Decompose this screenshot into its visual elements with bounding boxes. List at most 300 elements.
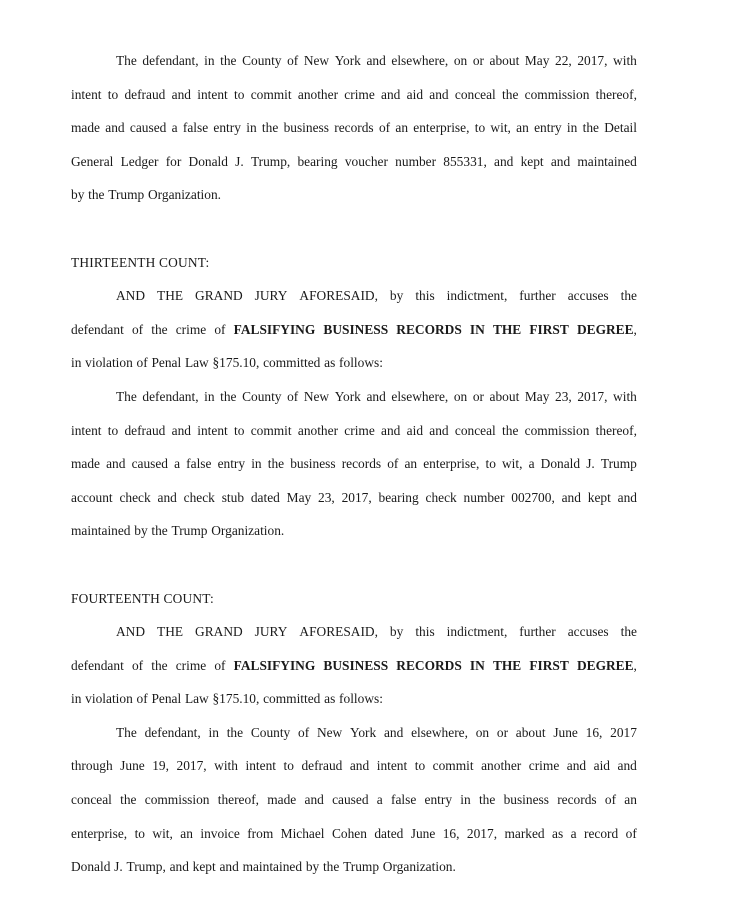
- word: 002700,: [511, 489, 555, 505]
- paragraph-p3: [71, 380, 637, 548]
- text-line: [71, 178, 637, 212]
- word: wit,: [490, 120, 511, 136]
- heading-thirteenth-count: THIRTEENTH COUNT:: [71, 254, 210, 270]
- word: commit: [250, 86, 292, 102]
- word: Ledger: [120, 153, 159, 169]
- word: a: [528, 456, 535, 472]
- paragraph-p4: [71, 615, 637, 716]
- word: to: [474, 120, 486, 136]
- word: June: [120, 758, 145, 774]
- text-line: [71, 481, 637, 515]
- word: York: [334, 388, 361, 404]
- word: entry: [213, 120, 241, 136]
- word: the: [502, 86, 519, 102]
- word: business: [283, 120, 329, 136]
- word: and: [566, 758, 587, 774]
- word: caused: [129, 120, 167, 136]
- word: York: [350, 724, 377, 740]
- word: crime: [344, 422, 375, 438]
- text-line: [71, 414, 637, 448]
- word: to: [107, 86, 119, 102]
- word: AFORESAID,: [299, 288, 378, 304]
- bold-word: FIRST: [529, 657, 569, 673]
- word: The: [116, 388, 137, 404]
- word: the: [120, 792, 137, 808]
- word: thereof,: [595, 422, 637, 438]
- word: Michael: [280, 825, 325, 841]
- word: to: [234, 422, 245, 438]
- word: record: [584, 825, 619, 841]
- word: in: [204, 388, 215, 404]
- word: the: [220, 53, 237, 68]
- word: maintained: [242, 859, 303, 875]
- word: of: [625, 825, 637, 841]
- word: the: [267, 456, 285, 472]
- bold-word: DEGREE,: [576, 321, 637, 337]
- word: of: [287, 388, 299, 404]
- bold-word: RECORDS: [396, 321, 462, 337]
- word: intent: [197, 422, 228, 438]
- word: 16,: [585, 724, 603, 740]
- word: and: [366, 53, 386, 68]
- word: number: [395, 153, 437, 169]
- word: Organization.: [147, 187, 221, 203]
- word: in: [208, 724, 219, 740]
- word: Trump: [108, 187, 145, 203]
- word: invoice: [200, 825, 240, 841]
- word: and: [169, 859, 189, 875]
- bold-word: BUSINESS: [323, 657, 389, 673]
- word: County: [242, 388, 282, 404]
- word: JURY: [254, 624, 288, 640]
- word: an: [180, 825, 193, 841]
- word: conceal: [454, 422, 496, 438]
- bold-word: IN: [469, 321, 485, 337]
- word: the: [151, 657, 168, 673]
- word: entry: [424, 792, 453, 808]
- word: as: [324, 355, 336, 371]
- word: check: [119, 489, 151, 505]
- bold-word: DEGREE,: [576, 657, 637, 673]
- word: false: [182, 120, 209, 136]
- word: further: [519, 288, 556, 304]
- word: and: [383, 724, 404, 740]
- word: or: [472, 53, 484, 68]
- word: by: [389, 288, 404, 304]
- word: bearing: [297, 153, 338, 169]
- word: 2017,: [577, 53, 608, 68]
- word: New: [303, 53, 330, 68]
- word: J.: [586, 456, 595, 472]
- word: violation: [85, 355, 133, 371]
- word: made: [71, 456, 100, 472]
- word: from: [247, 825, 274, 841]
- word: a: [570, 825, 577, 841]
- word: June: [410, 825, 436, 841]
- word: kept: [520, 153, 544, 169]
- word: false: [390, 792, 417, 808]
- word: made: [71, 120, 100, 136]
- word: aid: [406, 86, 424, 102]
- word: New: [303, 388, 330, 404]
- word: and: [494, 153, 514, 169]
- word: another: [297, 86, 339, 102]
- word: made: [267, 792, 297, 808]
- word: 2017,: [466, 825, 498, 841]
- word: 23,: [318, 489, 335, 505]
- text-line: [71, 313, 637, 347]
- word: Trump,: [250, 153, 291, 169]
- word: the: [502, 422, 519, 438]
- word: account: [71, 489, 113, 505]
- document-page: [71, 44, 637, 884]
- word: in: [204, 53, 215, 68]
- word: §175.10,: [212, 355, 260, 371]
- word: caused: [131, 456, 168, 472]
- word: intent: [245, 758, 276, 774]
- word: to: [134, 825, 145, 841]
- word: intent: [197, 86, 228, 102]
- word: a: [376, 792, 383, 808]
- word: Penal: [151, 691, 182, 707]
- word: through: [71, 758, 113, 774]
- word: follows:: [339, 691, 383, 707]
- word: with: [613, 388, 637, 404]
- text-line: [71, 749, 637, 783]
- word: the: [151, 321, 168, 337]
- word: committed: [263, 691, 321, 707]
- word: to: [414, 758, 426, 774]
- bold-word: IN: [469, 657, 485, 673]
- word: commission: [524, 86, 590, 102]
- word: intent: [71, 86, 102, 102]
- text-line: [71, 783, 637, 817]
- word: and: [349, 758, 370, 774]
- word: defendant: [71, 657, 124, 673]
- word: an: [395, 120, 409, 136]
- bold-word: THE: [492, 321, 522, 337]
- word: by: [71, 187, 85, 203]
- word: defraud: [301, 758, 343, 774]
- word: 2017,: [176, 758, 207, 774]
- word: The: [116, 53, 137, 68]
- word: the: [88, 187, 105, 203]
- text-line: [71, 346, 637, 380]
- word: an: [404, 456, 418, 472]
- word: wit,: [502, 456, 523, 472]
- word: J.: [114, 859, 123, 875]
- bold-word: FALSIFYING: [233, 657, 316, 673]
- text-line: [71, 380, 637, 414]
- word: enterprise,: [423, 456, 480, 472]
- word: conceal: [454, 86, 496, 102]
- word: check: [183, 489, 215, 505]
- text-line: [71, 44, 637, 78]
- word: enterprise,: [71, 825, 128, 841]
- word: entry: [217, 456, 246, 472]
- bold-word: BUSINESS: [323, 321, 389, 337]
- word: defendant,: [142, 388, 199, 404]
- word: and: [550, 153, 571, 169]
- bold-word: THE: [492, 657, 522, 673]
- word: and: [106, 456, 126, 472]
- word: an: [516, 120, 529, 136]
- word: defendant: [71, 321, 124, 337]
- word: AND: [116, 624, 146, 640]
- word: committed: [263, 355, 321, 371]
- word: the: [226, 724, 244, 740]
- word: in: [566, 120, 578, 136]
- text-line: [71, 447, 637, 481]
- word: 23,: [555, 388, 572, 404]
- word: the: [620, 288, 637, 304]
- word: a: [174, 456, 181, 472]
- word: number: [463, 489, 505, 505]
- word: of: [131, 321, 144, 337]
- word: caused: [332, 792, 369, 808]
- word: 22,: [555, 53, 572, 68]
- bold-word: FALSIFYING: [233, 321, 316, 337]
- text-line: [71, 682, 637, 716]
- word: as: [552, 825, 564, 841]
- word: an: [624, 792, 637, 808]
- word: the: [620, 624, 637, 640]
- word: in: [71, 355, 82, 371]
- word: the: [261, 120, 279, 136]
- word: Donald: [540, 456, 581, 472]
- word: violation: [85, 691, 133, 707]
- punctuation: ,: [633, 657, 637, 673]
- word: elsewhere,: [391, 53, 449, 68]
- text-line: [71, 817, 637, 851]
- word: and: [381, 422, 401, 438]
- word: records: [334, 120, 374, 136]
- paragraph-p1: [71, 44, 637, 212]
- word: and: [304, 792, 324, 808]
- word: as: [324, 691, 336, 707]
- word: New: [316, 724, 343, 740]
- word: in: [246, 120, 257, 136]
- word: the: [151, 523, 168, 539]
- word: further: [519, 624, 556, 640]
- word: and: [105, 120, 125, 136]
- bold-word: FIRST: [529, 321, 569, 337]
- word: check: [425, 489, 457, 505]
- word: AFORESAID,: [299, 624, 378, 640]
- word: on: [475, 724, 490, 740]
- word: Trump: [600, 456, 637, 472]
- word: on: [453, 53, 468, 68]
- word: this: [415, 624, 435, 640]
- spacer: [71, 212, 637, 246]
- word: Penal: [151, 355, 182, 371]
- word: intent: [376, 758, 408, 774]
- word: commit: [432, 758, 474, 774]
- word: and: [171, 86, 191, 102]
- word: and: [171, 422, 191, 438]
- word: maintained: [577, 153, 637, 169]
- word: Cohen: [331, 825, 367, 841]
- word: GRAND: [195, 288, 243, 304]
- word: with: [214, 758, 238, 774]
- word: on: [453, 388, 468, 404]
- word: this: [415, 288, 435, 304]
- word: defraud: [124, 86, 166, 102]
- word: and: [617, 489, 637, 505]
- word: crime: [175, 657, 207, 673]
- word: stub: [221, 489, 245, 505]
- word: 2017: [610, 724, 637, 740]
- word: false: [186, 456, 212, 472]
- word: intent: [71, 422, 102, 438]
- bold-word: RECORDS: [396, 657, 462, 673]
- word: §175.10,: [212, 691, 260, 707]
- word: about: [515, 724, 546, 740]
- word: The: [116, 724, 137, 740]
- word: crime: [344, 86, 375, 102]
- word: about: [489, 388, 520, 404]
- word: commission: [144, 792, 210, 808]
- text-line: [71, 78, 637, 112]
- word: crime: [175, 321, 207, 337]
- word: County: [250, 724, 291, 740]
- word: aid: [406, 422, 424, 438]
- word: by: [305, 859, 320, 875]
- word: conceal: [71, 792, 112, 808]
- word: of: [387, 456, 399, 472]
- word: or: [472, 388, 484, 404]
- text-line: [71, 649, 637, 683]
- word: Trump: [343, 859, 380, 875]
- word: indictment,: [446, 624, 508, 640]
- word: elsewhere,: [391, 388, 449, 404]
- word: of: [136, 355, 148, 371]
- word: wit,: [152, 825, 173, 841]
- word: kept: [587, 489, 611, 505]
- word: 2017,: [577, 388, 608, 404]
- word: the: [582, 120, 599, 136]
- word: in: [71, 691, 82, 707]
- word: to: [107, 422, 119, 438]
- word: THE: [157, 288, 184, 304]
- word: June: [553, 724, 578, 740]
- word: accuses: [567, 624, 609, 640]
- word: records: [341, 456, 382, 472]
- text-line: [71, 279, 637, 313]
- word: bearing: [378, 489, 419, 505]
- text-line: [71, 850, 637, 884]
- word: to: [485, 456, 496, 472]
- word: entry: [534, 120, 562, 136]
- word: Law: [184, 691, 209, 707]
- text-line: [71, 514, 637, 548]
- word: a: [171, 120, 178, 136]
- word: May: [524, 388, 550, 404]
- word: J.: [235, 153, 244, 169]
- word: Detail: [604, 120, 637, 136]
- word: of: [604, 792, 617, 808]
- word: voucher: [344, 153, 388, 169]
- paragraph-p2: [71, 279, 637, 380]
- word: maintained: [71, 523, 131, 539]
- word: elsewhere,: [411, 724, 468, 740]
- word: accuses: [567, 288, 609, 304]
- word: to: [283, 758, 294, 774]
- word: AND: [116, 288, 146, 304]
- word: defraud: [124, 422, 166, 438]
- word: the: [322, 859, 340, 875]
- word: business: [290, 456, 336, 472]
- word: in: [460, 792, 471, 808]
- word: of: [214, 657, 226, 673]
- text-line: [71, 111, 637, 145]
- word: business: [503, 792, 549, 808]
- word: dated: [374, 825, 404, 841]
- word: dated: [250, 489, 280, 505]
- word: to: [234, 86, 245, 102]
- word: indictment,: [446, 288, 508, 304]
- word: commit: [250, 422, 292, 438]
- heading-fourteenth-count: FOURTEENTH COUNT:: [71, 590, 214, 606]
- word: General: [71, 153, 114, 169]
- text-line: [71, 716, 637, 750]
- word: follows:: [339, 355, 383, 371]
- word: 2017,: [341, 489, 372, 505]
- word: another: [297, 422, 339, 438]
- spacer: [71, 548, 637, 582]
- word: County: [242, 53, 282, 68]
- word: the: [478, 792, 496, 808]
- text-line: [71, 615, 637, 649]
- word: and: [381, 86, 401, 102]
- word: of: [378, 120, 391, 136]
- word: aid: [593, 758, 610, 774]
- punctuation: ,: [633, 321, 637, 337]
- word: about: [489, 53, 520, 68]
- word: 19,: [152, 758, 169, 774]
- word: crime: [528, 758, 560, 774]
- word: and: [219, 859, 239, 875]
- word: by: [389, 624, 404, 640]
- word: another: [481, 758, 522, 774]
- word: defendant,: [144, 724, 201, 740]
- word: thereof,: [595, 86, 637, 102]
- word: GRAND: [195, 624, 243, 640]
- word: the: [220, 388, 237, 404]
- word: or: [496, 724, 509, 740]
- word: and: [429, 422, 449, 438]
- paragraph-p5: [71, 716, 637, 884]
- word: in: [251, 456, 262, 472]
- word: Law: [184, 355, 209, 371]
- word: of: [298, 724, 310, 740]
- word: commission: [524, 422, 590, 438]
- word: enterprise,: [413, 120, 470, 136]
- word: and: [157, 489, 177, 505]
- word: of: [136, 691, 148, 707]
- word: 16,: [442, 825, 460, 841]
- word: and: [561, 489, 581, 505]
- word: JURY: [254, 288, 288, 304]
- word: defendant,: [142, 53, 199, 68]
- word: kept: [192, 859, 216, 875]
- word: Trump,: [126, 859, 166, 875]
- word: and: [429, 86, 449, 102]
- word: Organization.: [211, 523, 285, 539]
- word: by: [134, 523, 148, 539]
- text-line: [71, 145, 637, 179]
- word: Trump: [171, 523, 208, 539]
